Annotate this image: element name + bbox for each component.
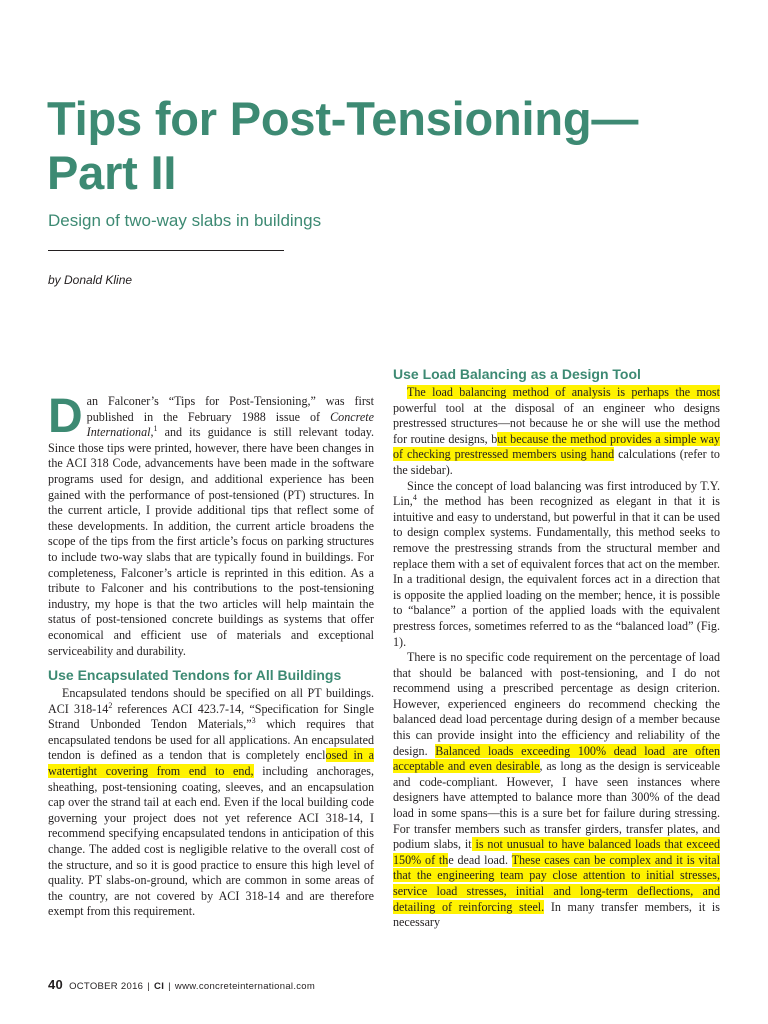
lb-text-4: the method has been recognized as elegant in that it is intuitive and easy to understand, but powerful in that it can be used to design complex systems. Fundamentally, this method seeks to remove the prestressing strands from the structural member and replace them with a set of equivalent forces that act on the member. In a traditional design, the equivalent forces act in a direction that is opposite the applied loading on the member; hence, it is possible to “balance” a portion of the applied loads with the equivalent prestress forces, sometimes referred to as the “balanced load” (Fig. 1). bbox=[393, 494, 720, 649]
page-footer bbox=[48, 977, 315, 992]
highlight-not-unusual: is not unusual to have balanced loads that exceed 150% of th bbox=[393, 837, 720, 867]
lb-text-2: calculations (refer to the sidebar). bbox=[393, 447, 720, 477]
lb-text-7: e dead load. bbox=[448, 852, 512, 867]
lb-text-5: There is no specific code requirement on the percentage of load that should be balanced with post-tensioning, and I do not recommend using a prescribed percentage as design criterion. However, experienced engineers do recommend checking the balanced dead load percentage during design of a member because this can provide insight into the efficiency and reliability of the design. bbox=[393, 650, 720, 758]
reference-2: 2 bbox=[108, 700, 113, 710]
encapsulated-text-1: Encapsulated tendons should be specified on all PT buildings. ACI 318-14 bbox=[48, 686, 374, 716]
reference-1: 1 bbox=[153, 424, 158, 434]
encapsulated-text-2: references ACI 423.7-14, “Specification for Single Strand Unbonded Tendon Materials,” bbox=[48, 701, 374, 732]
right-column bbox=[393, 366, 720, 931]
load-balancing-paragraph-3 bbox=[393, 650, 720, 931]
article-title bbox=[47, 92, 747, 200]
intro-text-2: and its guidance is still relevant today. Since those tips were printed, however, there have been changes in the ACI 318 Code, advancements have been made in the software programs used for design, and additional experience has been gained with the performance of post-tensioned (PT) structures. In the current article, I provide additional tips that reflect some of these developments. In addition, the current article broadens the scope of the tips from the first article’s focus on parking structures to include two-way slabs that are typically found in buildings. For completeness, Falconer’s article is reprinted in this edition. As a tribute to Falconer and his contributions to the post-tensioning industry, my hope is that the two articles will help maintain the status of post-tensioned concrete buildings as systems that offer economical and efficient use of materials and exceptional serviceability and durability. bbox=[48, 425, 374, 658]
title-divider bbox=[48, 250, 284, 251]
left-column bbox=[48, 390, 374, 920]
intro-paragraph: Dan Falconer’s “Tips for Post-Tensioning,” was first published in the February 1988 issue of Concrete International,$^1$ and its guidance is still relevant today. Since those tips were printed, however, there have been changes in the ACI 318 Code, advancements have been made in the software programs used for design, and additional experience has been gained with the performance of post-tensioned (PT) structures. In the current article, I provide additional tips that reflect some of these developments. In addition, the current article broadens the scope of the tips from the first article’s focus on parking structures to include two-way slabs that are typically found in buildings. For completeness, Falconer’s article is reprinted in this edition. As a tribute to Falconer and his contributions to the post-tensioning industry, my hope is that the two articles will help maintain the status of post-tensioned concrete buildings as systems that offer economical and efficient use of materials and exceptional serviceability and durability. bbox=[48, 390, 374, 658]
reference-4: 4 bbox=[412, 493, 417, 503]
intro-text-1: an Falconer’s “Tips for Post-Tensioning,” was first published in the February 1988 issue of bbox=[86, 394, 374, 424]
section-heading-encapsulated: Use Encapsulated Tendons for All Buildings bbox=[48, 667, 342, 684]
highlight-watertight: osed in a watertight covering from end to end, bbox=[48, 748, 374, 779]
encapsulated-text-4: including anchorages, sheathing, post-tensioning coating, sleeves, and an encapsulation cap over the strand tail at each end. Even if the local building code governing your project does not yet reference ACI 318-14, I recommend specifying encapsulated tendons in anticipation of this change. The added cost is negligible relative to the overall cost of the structure, and so it is good practice to ensure this high level of quality. PT slabs-on-ground, which are common in some areas of the country, are not covered by ACI 318-14 and are therefore exempt from this requirement. bbox=[48, 764, 374, 919]
magazine-abbrev: CI bbox=[154, 981, 165, 992]
byline: by Donald Kline bbox=[48, 273, 133, 287]
title-line-1: Tips for Post-Tensioning— bbox=[47, 92, 639, 145]
drop-cap: D bbox=[48, 390, 83, 443]
lb-text-3: Since the concept of load balancing was first introduced by T.Y. Lin, bbox=[393, 478, 720, 509]
lb-text-1: powerful tool at the disposal of an engineer who designs prestressed structures—not because he or she will use the method for routine designs, b bbox=[393, 400, 720, 446]
journal-name: Concrete International bbox=[86, 409, 374, 440]
load-balancing-paragraph-2 bbox=[393, 479, 720, 651]
encapsulated-text-3: which requires that encapsulated tendons be used for all applications. An encapsulated tendon is defined as a tendon that is completely encl bbox=[48, 717, 374, 763]
load-balancing-paragraph-1 bbox=[393, 385, 720, 479]
magazine-url: www.concreteinternational.com bbox=[174, 981, 316, 992]
article-subtitle: Design of two-way slabs in buildings bbox=[48, 211, 322, 230]
highlight-powerful-tool: The load balancing method of analysis is perhaps the most bbox=[407, 385, 720, 399]
lb-text-8: In many transfer members, it is necessary bbox=[393, 899, 721, 930]
footer-separator-1: | bbox=[147, 981, 151, 992]
section-heading-load-balancing: Use Load Balancing as a Design Tool bbox=[393, 366, 641, 382]
footer-separator-2: | bbox=[168, 981, 171, 992]
reference-3: 3 bbox=[251, 716, 256, 726]
highlight-simple-check: ut because the method provides a simple way of checking prestressed members using hand bbox=[393, 431, 721, 462]
title-line-2: Part II bbox=[47, 146, 177, 199]
lb-text-6: , as long as the design is serviceable and code-compliant. However, I have seen instances where designers have attempted to balance more than 300% of the dead load in some spans—this is a sure bet for failure during stressing. For transfer members such as transfer girders, transfer plates, and podium slabs, it bbox=[393, 759, 720, 852]
issue-date: OCTOBER 2016 bbox=[69, 981, 144, 992]
highlight-engineering-team: These cases can be complex and it is vital that the engineering team pay close attention to initial stresses, service load stresses, initial and long-term deflections, and detailing of reinforcing steel. bbox=[393, 852, 720, 914]
highlight-balanced-loads: Balanced loads exceeding 100% dead load are often acceptable and even desirable bbox=[393, 743, 720, 774]
page-number: 40 bbox=[48, 977, 64, 992]
encapsulated-paragraph bbox=[48, 686, 374, 920]
